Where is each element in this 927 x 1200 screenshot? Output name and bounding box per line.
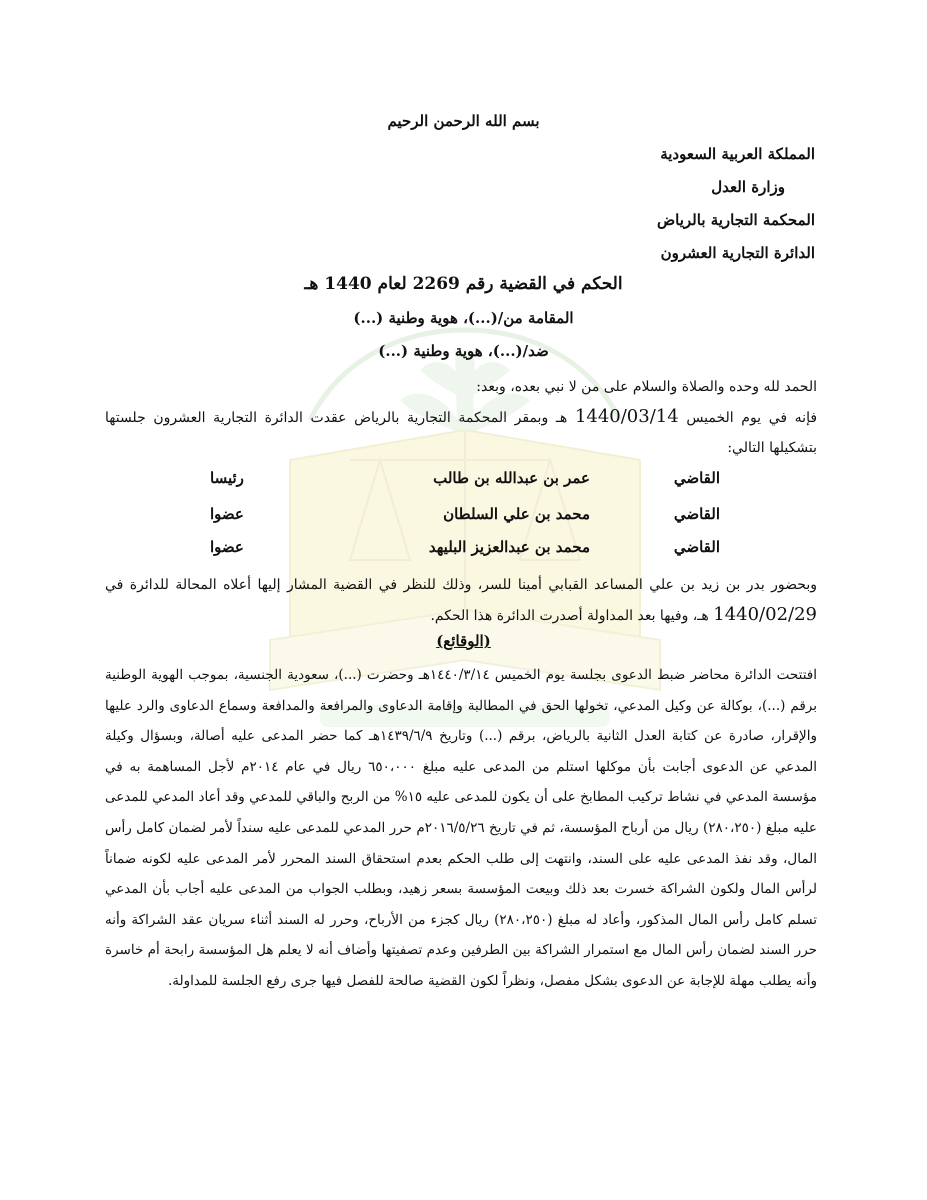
case-title: الحكم في القضية رقم 2269 لعام 1440 هـ xyxy=(304,274,623,294)
attendance-paragraph xyxy=(105,570,817,631)
defendant-line: ضد/(...)، هوية وطنية (...) xyxy=(378,342,549,360)
facts-heading-text: (الوقائع) xyxy=(436,632,491,650)
judge-role: رئيسا xyxy=(210,469,244,487)
court-name: المحكمة التجارية بالرياض xyxy=(657,211,815,229)
judge-row xyxy=(210,538,720,566)
referral-date: 1440/02/29 xyxy=(713,604,817,625)
judge-title: القاضي xyxy=(673,505,720,523)
kingdom-name: المملكة العربية السعودية xyxy=(660,145,815,163)
basmala: بسم الله الرحمن الرحيم xyxy=(387,112,540,130)
circuit-name: الدائرة التجارية العشرون xyxy=(660,244,815,262)
attendance-text-after: هـ، وفيها بعد المداولة أصدرت الدائرة هذا الحكم. xyxy=(430,608,709,624)
judge-role: عضوا xyxy=(210,538,244,556)
judge-row xyxy=(210,505,720,533)
judge-role: عضوا xyxy=(210,505,244,523)
ministry-name: وزارة العدل xyxy=(711,178,785,196)
judge-name: عمر بن عبدالله بن طالب xyxy=(433,469,590,487)
session-paragraph xyxy=(105,402,817,463)
facts-heading xyxy=(0,632,927,650)
judge-title: القاضي xyxy=(673,469,720,487)
judge-title: القاضي xyxy=(673,538,720,556)
session-text-after: هـ وبمقر المحكمة التجارية بالرياض عقدت الدائرة التجارية العشرون جلستها بتشكيلها التالي: xyxy=(105,410,817,456)
judge-name: محمد بن عبدالعزيز البليهد xyxy=(428,538,590,556)
plaintiff-line: المقامة من/(...)، هوية وطنية (...) xyxy=(353,309,574,327)
facts-body: افتتحت الدائرة محاضر ضبط الدعوى بجلسة يوم الخميس ١٤٤٠/٣/١٤هـ وحضرت (...)، سعودية الجنسية، بموجب الهوية الوطنية برقم (...)، بوكالة عن وكيل المدعي، تخولها الحق في المطالبة وإقامة الدعاوى والمرافعة والمدافعة وسماع الدعاوى والرد عليها والإقرار، صادرة عن كتابة العدل الثانية بالرياض، برقم (...) وتاريخ ١٤٣٩/٦/٩هـ كما حضر المدعى عليه أصالة، وبسؤال وكيلة المدعي عن الدعوى أجابت بأن موكلها استلم من المدعى عليه مبلغ ٦٥٠،٠٠٠ ريال في عام ٢٠١٤م لأجل المساهمة به في مؤسسة المدعي في نشاط تركيب المطابخ على أن يكون للمدعى عليه ١٥% من الربح والباقي للمدعي وقد أعاد المدعي للمدعى عليه مبلغ (٢٨٠،٢٥٠) ريال من أرباح المؤسسة، ثم في تاريخ ٢٠١٦/٥/٢٦م حرر المدعي للمدعى عليه سنداً لأمر لضمان كامل رأس المال، وقد نفذ المدعى عليه على السند، وانتهت إلى طلب الحكم بعدم استحقاق السند المحرر لأمر المدعى عليه لكونه ضماناً لرأس المال ولكون الشراكة خسرت بعد ذلك وبيعت المؤسسة بسعر زهيد، وبطلب الجواب من المدعى عليه أجاب بأن المدعي تسلم كامل رأس المال المذكور، وأعاد له مبلغ (٢٨٠،٢٥٠) ريال كجزء من الأرباح، وحرر له السند أثناء سريان عقد الشراكة وأنه حرر السند لضمان رأس المال مع استمرار الشراكة بين الطرفين وعدم تصفيتها وأضاف أنه لا يعلم هل المؤسسة رابحة أم خاسرة وأنه يطلب مهلة للإجابة عن الدعوى بشكل مفصل، ونظراً لكون القضية صالحة للفصل فيها جرى رفع الجلسة للمداولة. xyxy=(105,667,818,989)
session-date: 1440/03/14 xyxy=(574,406,679,427)
praise-line: الحمد لله وحده والصلاة والسلام على من لا نبي بعده، وبعد: xyxy=(476,379,817,395)
judge-row xyxy=(210,469,720,497)
attendance-text-before: وبحضور بدر بن زيد بن علي المساعد القبابي أمينا للسر، وذلك للنظر في القضية المشار إليها أعلاه المحالة للدائرة في xyxy=(105,577,817,593)
judge-name: محمد بن علي السلطان xyxy=(443,505,590,523)
session-text-before: فإنه في يوم الخميس xyxy=(686,410,818,426)
